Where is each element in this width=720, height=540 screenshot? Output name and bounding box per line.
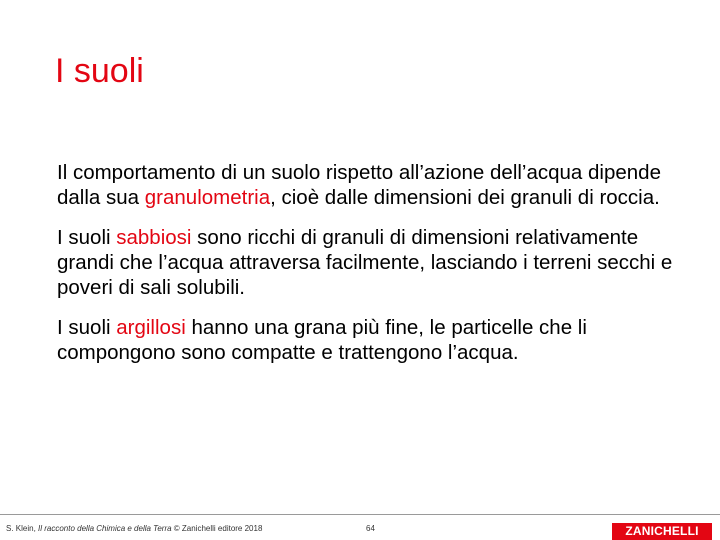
highlight-term: argillosi — [116, 316, 186, 339]
page-number: 64 — [366, 524, 375, 533]
paragraph-text: hanno una grana più fine, le particelle che li compongono sono compatte e trattengono l’acqua. — [57, 316, 587, 364]
footer-credit — [6, 524, 262, 533]
slide-title: I suoli — [55, 52, 144, 90]
footer-book-title: Il racconto della Chimica e della Terra — [38, 524, 172, 533]
slide-body — [57, 160, 697, 380]
paragraph-text: , cioè dalle dimensioni dei granuli di roccia. — [270, 186, 660, 209]
footer-author: S. Klein, — [6, 524, 39, 533]
paragraph-argillosi — [57, 315, 697, 365]
highlight-term: sabbiosi — [116, 226, 192, 249]
paragraph-granulometria — [57, 160, 697, 210]
paragraph-text: I suoli — [57, 226, 117, 249]
highlight-term: granulometria — [144, 186, 271, 209]
paragraph-sabbiosi — [57, 225, 697, 300]
zanichelli-logo: ZANICHELLI — [612, 523, 712, 540]
paragraph-text: Il comportamento di un suolo rispetto all’azione dell’acqua dipende dalla sua — [57, 161, 661, 209]
paragraph-text: I suoli — [57, 316, 117, 339]
footer — [0, 514, 720, 540]
paragraph-text: sono ricchi di granuli di dimensioni relativamente grandi che l’acqua attraversa facilmente, lasciando i terreni secchi e poveri di sali solubili. — [57, 226, 673, 299]
footer-publisher: © Zanichelli editore 2018 — [171, 524, 263, 533]
